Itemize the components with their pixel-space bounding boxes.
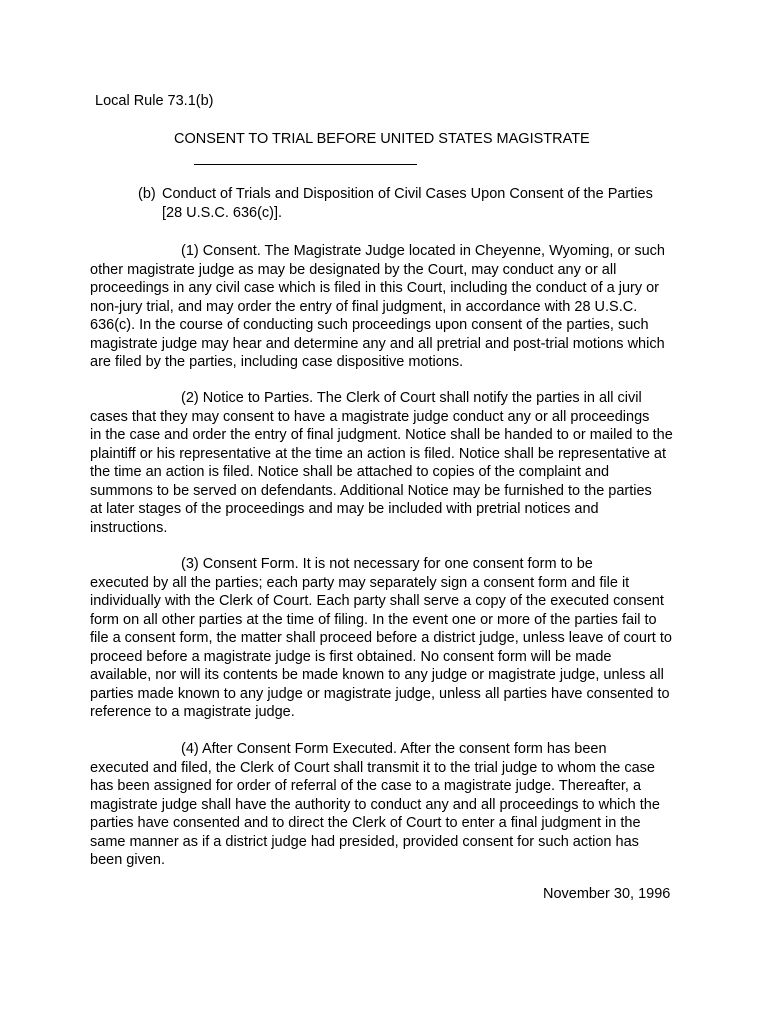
- paragraph-line: (1) Consent. The Magistrate Judge located in Cheyenne, Wyoming, or such: [181, 243, 665, 259]
- title-underline: [194, 164, 417, 165]
- paragraph-consent: [90, 242, 690, 372]
- paragraph-line: in the case and order the entry of final judgment. Notice shall be handed to or mailed to the: [90, 427, 673, 443]
- paragraph-line: executed by all the parties; each party may separately sign a consent form and file it: [90, 574, 630, 591]
- subsection-text: Conduct of Trials and Disposition of Civil Cases Upon Consent of the Parties [28 U.S.C. 636(c)].: [162, 186, 653, 221]
- paragraph-line: other magistrate judge as may be designated by the Court, may conduct any or all: [90, 261, 617, 278]
- paragraph-line: parties made known to any judge or magistrate judge, unless all parties have consented to: [90, 685, 670, 702]
- paragraph-line: executed and filed, the Clerk of Court shall transmit it to the trial judge to whom the case: [90, 759, 655, 776]
- paragraph-line: same manner as if a district judge had presided, provided consent for such action has: [90, 833, 639, 850]
- paragraph-line: non-jury trial, and may order the entry of final judgment, in accordance with 28 U.S.C.: [90, 298, 638, 315]
- paragraph-line: magistrate judge shall have the authority to conduct any and all proceedings to which the: [90, 796, 660, 813]
- paragraph-line: magistrate judge may hear and determine any and all pretrial and post-trial motions which: [90, 335, 665, 352]
- paragraph-line: file a consent form, the matter shall proceed before a district judge, unless leave of court to: [90, 630, 672, 646]
- paragraph-after-consent-form: [90, 740, 690, 870]
- paragraph-line: plaintiff or his representative at the time an action is filed. Notice shall be representative at: [90, 445, 667, 462]
- paragraph-line: instructions.: [90, 519, 168, 536]
- paragraph-line: been given.: [90, 852, 165, 868]
- paragraph-line: form on all other parties at the time of filing. In the event one or more of the parties fail to: [90, 611, 657, 628]
- subsection-heading: [138, 185, 658, 222]
- paragraph-line: 636(c). In the course of conducting such proceedings upon consent of the parties, such: [90, 317, 649, 333]
- document-title: CONSENT TO TRIAL BEFORE UNITED STATES MAGISTRATE: [174, 131, 590, 147]
- paragraph-line: the time an action is filed. Notice shall be attached to copies of the complaint and: [90, 464, 610, 480]
- subsection-label: (b): [138, 186, 156, 202]
- paragraph-line: has been assigned for order of referral of the case to a magistrate judge. Thereafter, a: [90, 778, 642, 794]
- paragraph-line: cases that they may consent to have a magistrate judge conduct any or all proceedings: [90, 408, 650, 425]
- paragraph-line: summons to be served on defendants. Additional Notice may be furnished to the parties: [90, 482, 652, 499]
- paragraph-line: (3) Consent Form. It is not necessary for one consent form to be: [181, 556, 593, 572]
- rule-reference: Local Rule 73.1(b): [95, 93, 214, 109]
- paragraph-consent-form: [90, 555, 690, 722]
- paragraph-line: reference to a magistrate judge.: [90, 704, 295, 720]
- paragraph-line: (4) After Consent Form Executed. After the consent form has been: [181, 741, 607, 757]
- paragraph-line: individually with the Clerk of Court. Each party shall serve a copy of the executed consent: [90, 593, 664, 609]
- paragraph-line: available, nor will its contents be made known to any judge or magistrate judge, unless all: [90, 667, 664, 683]
- paragraph-line: parties have consented and to direct the Clerk of Court to enter a final judgment in the: [90, 815, 641, 831]
- paragraph-line: proceed before a magistrate judge is first obtained. No consent form will be made: [90, 648, 612, 665]
- paragraph-line: (2) Notice to Parties. The Clerk of Court shall notify the parties in all civil: [181, 390, 642, 406]
- document-date: November 30, 1996: [543, 886, 671, 902]
- paragraph-notice-to-parties: [90, 389, 690, 537]
- paragraph-line: at later stages of the proceedings and may be included with pretrial notices and: [90, 501, 599, 517]
- paragraph-line: proceedings in any civil case which is filed in this Court, including the conduct of a jury or: [90, 280, 660, 296]
- paragraph-line: are filed by the parties, including case dispositive motions.: [90, 354, 464, 370]
